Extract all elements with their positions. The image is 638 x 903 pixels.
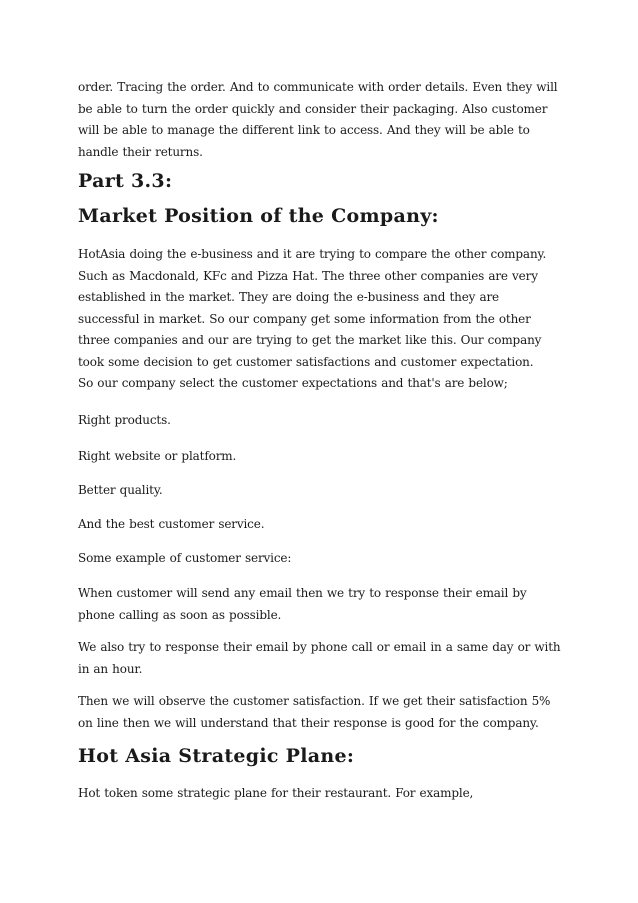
paragraph-observe-satisfaction: Then we will observe the customer satisfaction. If we get their satisfaction 5% on line then we will understand that their response is good for the company.: [78, 694, 551, 730]
paragraph-strategic-plane: Hot token some strategic plane for their restaurant. For example,: [78, 786, 474, 800]
list-item-right-website: Right website or platform.: [78, 449, 237, 463]
heading-market-position: Market Position of the Company:: [78, 205, 439, 227]
heading-strategic-plane: Hot Asia Strategic Plane:: [78, 745, 355, 767]
list-item-best-service: And the best customer service.: [78, 517, 265, 531]
paragraph-email-response: When customer will send any email then we try to response their email by phone calling as soon as possible.: [78, 586, 527, 622]
heading-part-3-3: Part 3.3:: [78, 170, 173, 192]
paragraph-customer-expectations: So our company select the customer expectations and that's are below;: [78, 376, 508, 390]
paragraph-service-examples: Some example of customer service:: [78, 551, 292, 565]
list-item-right-products: Right products.: [78, 413, 171, 427]
list-item-better-quality: Better quality.: [78, 483, 163, 497]
paragraph-same-day: We also try to response their email by phone call or email in a same day or with in an hour.: [78, 640, 561, 676]
paragraph-intro: order. Tracing the order. And to communicate with order details. Even they will be able to turn the order quickly and consider their packaging. Also customer will be able to manage the different link to access. And they will be able to handle their returns.: [78, 80, 558, 159]
paragraph-market-position: HotAsia doing the e-business and it are trying to compare the other company. Such as Macdonald, KFc and Pizza Hat. The three other companies are very established in the market. They are doing the e-business and they are successful in market. So our company get some information from the other three companies and our are trying to get the market like this. Our company took some decision to get customer satisfactions and customer expectation.: [78, 247, 547, 369]
